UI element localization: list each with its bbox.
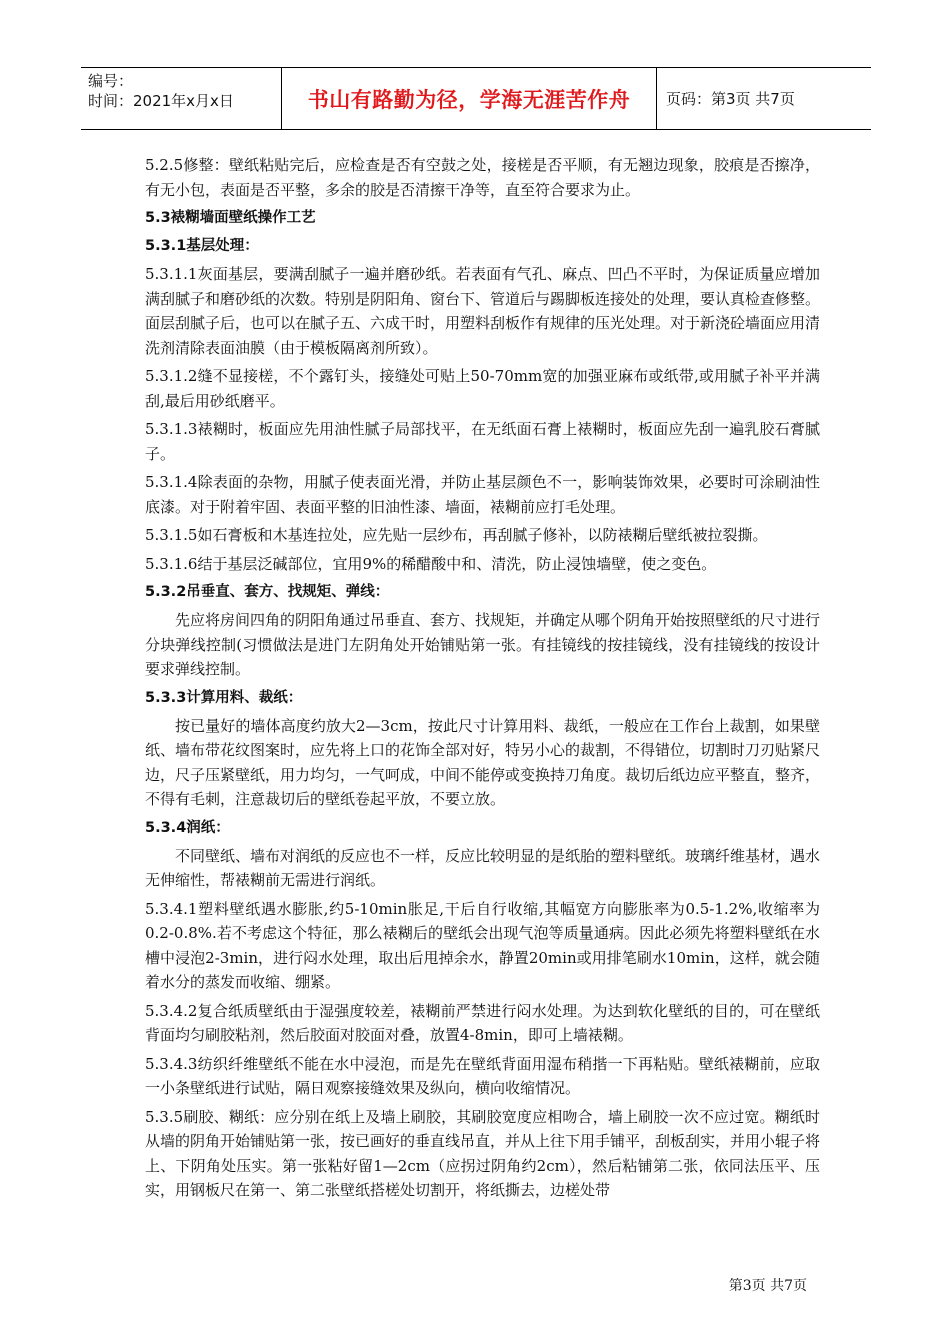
document-id-label: 编号： bbox=[88, 72, 134, 90]
section-heading: 5.3.3计算用料、裁纸： bbox=[145, 689, 303, 706]
header-meta bbox=[81, 68, 281, 129]
header-page-cell bbox=[656, 68, 871, 129]
body-paragraph: 5.3.5刷胶、糊纸：应分别在纸上及墙上刷胶，其刷胶宽度应相吻合，墙上刷胶一次不应过宽。糊纸时从墙的阴角开始铺贴第一张，按已画好的垂直线吊直，并从上往下用手铺平，刮板刮实，并用小辊子将上、下阴角处压实。第一张粘好留1—2cm（应拐过阴角约2cm），然后粘铺第二张，依同法压平、压实，用钢板尺在第一、第二张壁纸搭槎处切割开，将纸撕去，边槎处带 bbox=[145, 1107, 821, 1199]
section-heading: 5.3裱糊墙面壁纸操作工艺 bbox=[145, 210, 316, 226]
body-paragraph: 不同壁纸、墙布对润纸的反应也不一样，反应比较明显的是纸胎的塑料壁纸。玻璃纤维基材，遇水无伸缩性，帮裱糊前无需进行润纸。 bbox=[145, 846, 821, 889]
section-heading: 5.3.4润纸： bbox=[145, 819, 230, 836]
body-paragraph: 5.3.1.4除表面的杂物，用腻子使表面光滑，并防止基层颜色不一，影响装饰效果，必要时可涂刷油性底漆。对于附着牢固、表面平整的旧油性漆、墙面，裱糊前应打毛处理。 bbox=[145, 473, 820, 516]
body-paragraph: 5.3.1.2缝不显接槎，不个露钉头，接缝处可贴上50-70mm宽的加强亚麻布或纸带,或用腻子补平并满刮,最后用砂纸磨平。 bbox=[145, 367, 820, 410]
body-paragraph: 5.3.1.6结于基层泛碱部位，宜用9%的稀醋酸中和、清洗，防止浸蚀墙壁，使之变色。 bbox=[145, 554, 717, 573]
document-body bbox=[145, 153, 820, 1207]
header-motto: 书山有路勤为径，学海无涯苦作舟 bbox=[307, 87, 631, 112]
section-heading: 5.3.1基层处理： bbox=[145, 238, 259, 254]
body-paragraph: 先应将房间四角的阴阳角通过吊垂直、套方、找规矩，并确定从哪个阴角开始按照壁纸的尺寸进行分块弹线控制(习惯做法是进门左阴角处开始铺贴第一张。有挂镜线的按挂镜线，没有挂镜线的按设计要求弹线控制。 bbox=[145, 611, 821, 678]
body-paragraph: 5.3.4.3纺织纤维壁纸不能在水中浸泡，而是先在壁纸背面用湿布稍揩一下再粘贴。壁纸裱糊前，应取一小条壁纸进行试贴，隔日观察接缝效果及纵向，横向收缩情况。 bbox=[145, 1054, 820, 1097]
body-paragraph: 按已量好的墙体高度约放大2—3cm，按此尺寸计算用料、裁纸，一般应在工作台上裁割，如果壁纸、墙布带花纹图案时，应先将上口的花饰全部对好，特另小心的裁割，不得错位，切割时刀刃贴紧尺边，尺子压紧壁纸，用力均匀，一气呵成，中间不能停或变换持刀角度。裁切后纸边应平整直，整齐，不得有毛刺，注意裁切后的壁纸卷起平放，不要立放。 bbox=[145, 716, 821, 808]
header-motto-cell bbox=[281, 68, 657, 129]
page-header bbox=[81, 67, 871, 130]
body-paragraph: 5.3.1.1灰面基层，要满刮腻子一遍并磨砂纸。若表面有气孔、麻点、凹凸不平时，为保证质量应增加满刮腻子和磨砂纸的次数。特别是阴阳角、窗台下、管道后与踢脚板连接处的处理，要认真检查修整。面层刮腻子后，也可以在腻子五、六成干时，用塑料刮板作有规律的压光处理。对于新浇砼墙面应用清洗剂清除表面油膜（由于模板隔离剂所致）。 bbox=[145, 265, 821, 357]
body-paragraph: 5.3.4.2复合纸质壁纸由于湿强度较差，裱糊前严禁进行闷水处理。为达到软化壁纸的目的，可在壁纸背面均匀刷胶粘剂，然后胶面对胶面对叠，放置4-8min，即可上墙裱糊。 bbox=[145, 1001, 820, 1044]
body-paragraph: 5.2.5修整：壁纸粘贴完后，应检查是否有空鼓之处，接槎是否平顺，有无翘边现象，胶痕是否擦净，有无小包，表面是否平整，多余的胶是否清擦干净等，直至符合要求为止。 bbox=[145, 156, 820, 199]
section-heading: 5.3.2吊垂直、套方、找规矩、弹线： bbox=[145, 584, 390, 600]
body-paragraph: 5.3.1.5如石膏板和木基连拉处，应先贴一层纱布，再刮腻子修补，以防裱糊后壁纸被拉裂撕。 bbox=[145, 526, 768, 544]
body-paragraph: 5.3.4.1塑料壁纸遇水膨胀,约5-10min胀足,干后自行收缩,其幅宽方向膨胀率为0.5-1.2%,收缩率为0.2-0.8%.若不考虑这个特征，那么裱糊后的壁纸会出现气泡等质量通病。因此必须先将塑料壁纸在水槽中浸泡2-3min，进行闷水处理，取出后甩掉余水，静置20min或用排笔刷水10min，这样，就会随着水分的蒸发而收缩、绷紧。 bbox=[145, 899, 820, 991]
body-paragraph: 5.3.1.3裱糊时，板面应先用油性腻子局部找平，在无纸面石膏上裱糊时，板面应先刮一遍乳胶石膏腻子。 bbox=[145, 420, 820, 463]
document-date-label: 时间：2021年x月x日 bbox=[88, 92, 234, 110]
footer-page-number: 第3页 共7页 bbox=[728, 1278, 807, 1294]
header-page-number: 页码：第3页 共7页 bbox=[666, 90, 795, 108]
